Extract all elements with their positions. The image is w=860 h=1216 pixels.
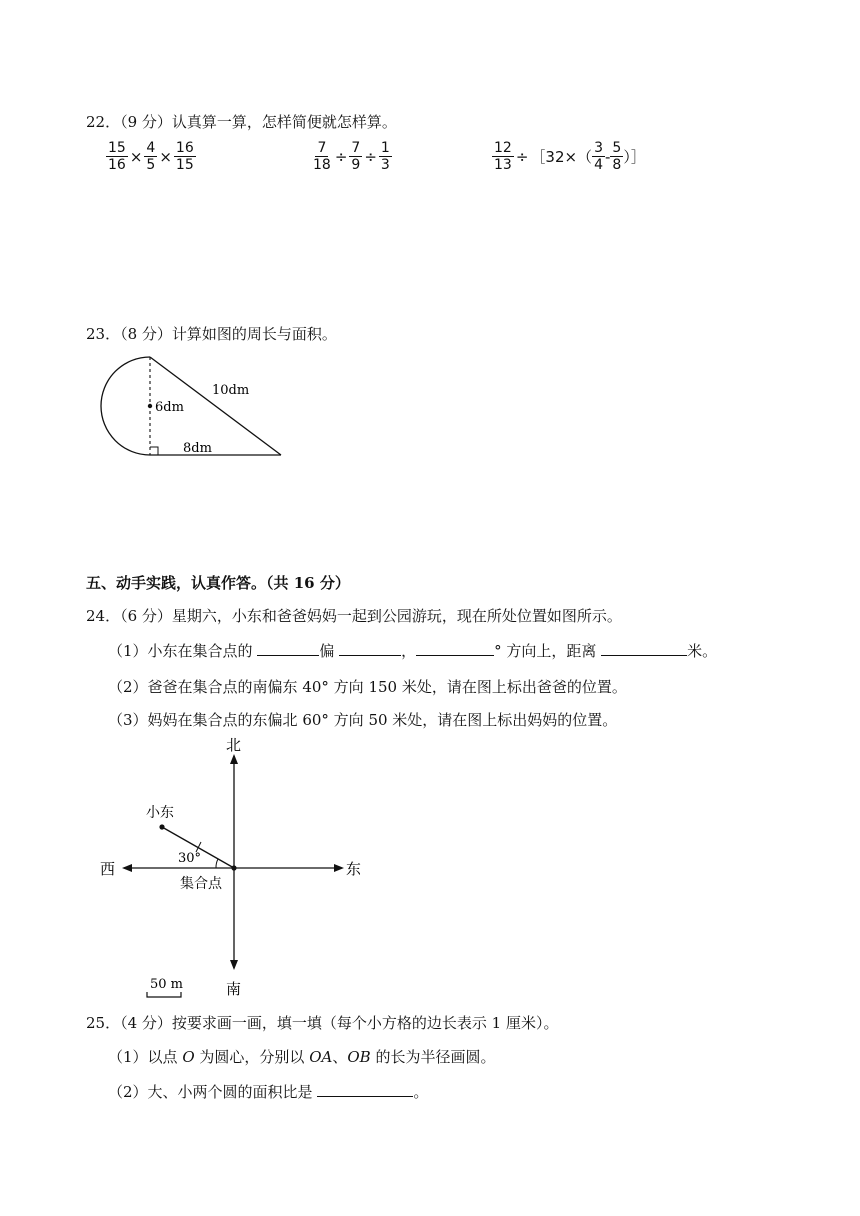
north-arrow-icon <box>230 754 238 764</box>
fraction: $\frac{15}{16}$ <box>108 140 126 173</box>
q24-score: （6 分） <box>120 607 172 625</box>
sub-label: （2） <box>108 1083 148 1101</box>
divide-sign: ÷ <box>364 147 377 166</box>
xiaodong-point <box>159 824 164 829</box>
q23-prompt: 计算如图的周长与面积。 <box>171 325 337 343</box>
scale-label: 50 m <box>150 977 184 992</box>
q23-figure <box>98 352 288 460</box>
meeting-point-label: 集合点 <box>180 876 222 892</box>
q23-number: 23． <box>86 325 121 343</box>
fraction: $\frac{4}{5}$ <box>146 140 156 173</box>
fraction: $\frac{3}{4}$ <box>594 140 603 173</box>
q24-direction-map <box>98 736 368 1000</box>
diameter-label: 6dm <box>155 400 184 415</box>
meeting-point <box>231 865 236 870</box>
divide-sign: ÷ <box>515 147 529 166</box>
base-label: 8dm <box>183 441 212 456</box>
answer-blank[interactable] <box>601 641 687 656</box>
q24-prompt: 星期六，小东和爸爸妈妈一起到公园游玩，现在所处位置如图所示。 <box>171 607 622 625</box>
south-arrow-icon <box>230 960 238 970</box>
q24-sub1: （1）小东在集合点的 偏 ， ° 方向上，距离 米。 <box>108 642 718 660</box>
multiply-sign: × <box>129 147 143 166</box>
bracket-close: ）］ <box>623 148 646 166</box>
angle-label: 30° <box>178 851 202 866</box>
q25-stem <box>86 1012 559 1033</box>
segment-ob: OB <box>347 1048 371 1066</box>
fraction: $\frac{5}{8}$ <box>612 140 622 173</box>
q22-number: 22． <box>86 113 121 131</box>
answer-blank[interactable] <box>257 641 319 656</box>
minus-sign: - <box>604 147 611 166</box>
q23-stem <box>86 323 337 344</box>
sub-label: （2） <box>108 678 148 696</box>
q25-score: （4 分） <box>120 1014 172 1032</box>
fraction: $\frac{12}{13}$ <box>494 140 512 173</box>
q22-stem <box>86 111 397 132</box>
point-o: O <box>182 1048 195 1066</box>
q25-sub2: （2）大、小两个圆的面积比是 。 <box>108 1083 429 1101</box>
scale-bar <box>147 992 181 997</box>
q25-sub1: （1）以点 O 为圆心，分别以 OA、OB 的长为半径画圆。 <box>108 1048 496 1066</box>
right-angle-mark <box>150 447 158 455</box>
q24-sub2: （2）爸爸在集合点的南偏东 40° 方向 150 米处，请在图上标出爸爸的位置。 <box>108 678 627 696</box>
answer-blank[interactable] <box>339 641 401 656</box>
q22-expression-1 <box>106 140 196 173</box>
fraction: $\frac{16}{15}$ <box>175 140 194 173</box>
bracket-open: ［32×（ <box>530 148 593 166</box>
east-arrow-icon <box>334 864 344 872</box>
q24-sub3: （3）妈妈在集合点的东偏北 60° 方向 50 米处，请在图上标出妈妈的位置。 <box>108 711 618 729</box>
q22-expression-3 <box>492 140 646 173</box>
q22-score: （9 分） <box>120 113 172 131</box>
answer-blank[interactable] <box>416 641 494 656</box>
fraction: $\frac{1}{3}$ <box>380 140 390 173</box>
q24-number: 24． <box>86 607 121 625</box>
q22-prompt: 认真算一算，怎样简便就怎样算。 <box>171 113 397 131</box>
multiply-sign: × <box>159 147 172 166</box>
fraction: $\frac{7}{9}$ <box>351 140 361 173</box>
east-label: 东 <box>346 860 362 878</box>
fraction: $\frac{7}{18}$ <box>313 140 331 173</box>
answer-blank[interactable] <box>317 1082 413 1097</box>
south-label: 南 <box>226 980 242 998</box>
angle-arc <box>216 859 218 868</box>
sub-label: （1） <box>108 642 148 660</box>
q25-number: 25． <box>86 1014 121 1032</box>
section-5-title: 五、动手实践，认真作答。（共 16 分） <box>86 574 350 592</box>
segment-oa: OA <box>309 1048 333 1066</box>
xiaodong-label: 小东 <box>146 805 174 821</box>
center-point <box>148 404 152 408</box>
hypotenuse-label: 10dm <box>212 383 250 398</box>
q25-prompt: 按要求画一画，填一填（每个小方格的边长表示 1 厘米）。 <box>171 1014 559 1032</box>
q24-stem <box>86 605 622 626</box>
semicircle-arc <box>101 357 150 455</box>
west-label: 西 <box>100 860 116 878</box>
sub-label: （3） <box>108 711 148 729</box>
north-label: 北 <box>226 736 242 754</box>
sub-label: （1） <box>108 1048 148 1066</box>
q22-expression-2 <box>311 140 392 173</box>
west-arrow-icon <box>122 864 132 872</box>
divide-sign: ÷ <box>334 147 348 166</box>
q23-score: （8 分） <box>120 325 172 343</box>
